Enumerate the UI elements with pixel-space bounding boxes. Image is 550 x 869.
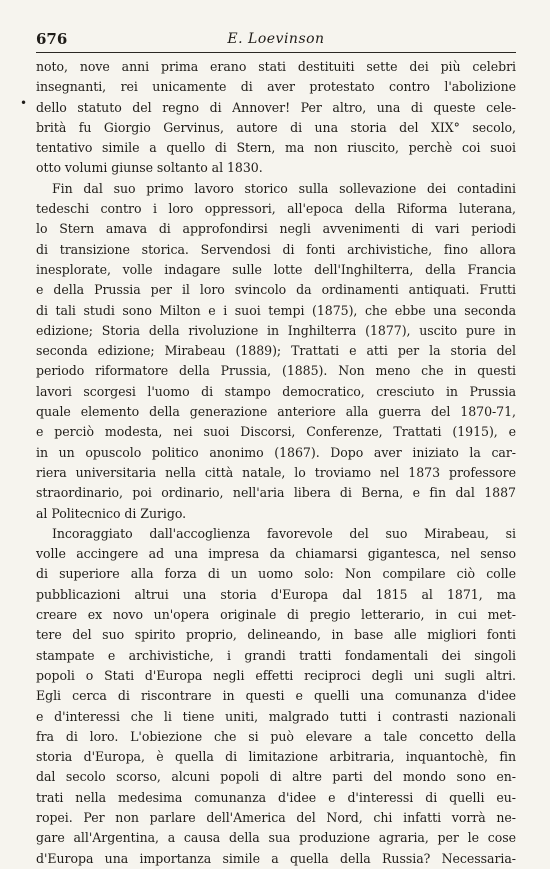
text-line: riera universitaria nella città natale, lo troviamo nel 1873 professore [36, 464, 516, 480]
text-line: ropei. Per non parlare dell'America del Nord, chi infatti vorrà ne- [36, 809, 516, 825]
text-line: gare all'Argentina, a causa della sua produzione agraria, per le cose [36, 830, 516, 846]
margin-mark: • [20, 96, 28, 110]
text-line: volle accingere ad una impresa da chiamarsi gigantesca, nel senso [36, 546, 516, 562]
text-line: e d'interessi che li tiene uniti, malgrado tutti i contrasti nazionali [36, 708, 516, 724]
text-line: Incoraggiato dall'accoglienza favorevole del suo Mirabeau, si [52, 525, 516, 541]
text-line: in un opuscolo politico anonimo (1867). Dopo aver iniziato la car- [36, 444, 516, 460]
text-line: quale elemento della generazione anteriore alla guerra del 1870-71, [36, 404, 516, 420]
text-line: dello statuto del regno di Annover! Per altro, una di queste cele- [36, 99, 516, 115]
text-line: d'Europa una importanza simile a quella della Russia? Necessaria- [36, 850, 516, 866]
text-line: stampate e archivistiche, i grandi tratti fondamentali dei singoli [36, 647, 516, 663]
text-line: tere del suo spirito proprio, delineando, in base alle migliori fonti [36, 627, 516, 643]
text-line: storia d'Europa, è quella di limitazione arbitraria, inquantochè, fin [36, 749, 516, 765]
text-line: al Politecnico di Zurigo. [36, 505, 187, 521]
page-header [36, 30, 516, 53]
text-line: di tali studi sono Milton e i suoi tempi (1875), che ebbe una seconda [36, 302, 516, 318]
text-line: tedeschi contro i loro oppressori, all'epoca della Riforma luterana, [36, 201, 516, 217]
text-line: lo Stern amava di approfondirsi negli avvenimenti di vari periodi [36, 221, 516, 237]
body-text [36, 57, 516, 869]
text-line: dal secolo scorso, alcuni popoli di altre parti del mondo sono en- [36, 769, 516, 785]
running-head: E. Loevinson [227, 31, 325, 47]
text-line: brità fu Giorgio Gervinus, autore di una storia del XIX° secolo, [36, 119, 516, 135]
text-line: fra di loro. L'obiezione che si può elevare a tale concetto della [36, 728, 516, 744]
text-line: popoli o Stati d'Europa negli effetti reciproci degli uni sugli altri. [36, 667, 516, 683]
text-line: Egli cerca di riscontrare in questi e quelli una comunanza d'idee [36, 688, 516, 704]
text-line: seconda edizione; Mirabeau (1889); Trattati e atti per la storia del [36, 343, 516, 359]
text-line: tentativo simile a quello di Stern, ma non riuscito, perchè coi suoi [36, 140, 516, 156]
text-line: pubblicazioni altrui una storia d'Europa dal 1815 al 1871, ma [36, 586, 516, 602]
text-line: trati nella medesima comunanza d'idee e d'interessi di quelli eu- [36, 789, 516, 805]
page-number: 676 [36, 30, 68, 48]
text-line: periodo riformatore della Prussia, (1885). Non meno che in questi [36, 363, 516, 379]
text-line: otto volumi giunse soltanto al 1830. [36, 160, 263, 176]
text-line: edizione; Storia della rivoluzione in Inghilterra (1877), uscito pure in [36, 322, 516, 338]
text-line: e perciò modesta, nei suoi Discorsi, Conferenze, Trattati (1915), e [36, 424, 516, 440]
text-line: di transizione storica. Servendosi di fonti archivistiche, fino allora [36, 241, 516, 257]
text-line: insegnanti, rei unicamente di aver protestato contro l'abolizione [36, 79, 516, 95]
text-line: lavori scorgesi l'uomo di stampo democratico, cresciuto in Prussia [36, 383, 516, 399]
text-line: noto, nove anni prima erano stati destituiti sette dei più celebri [36, 59, 516, 74]
text-line: di superiore alla forza di un uomo solo: Non compilare ciò colle [36, 566, 516, 582]
text-line: straordinario, poi ordinario, nell'aria libera di Berna, e fin dal 1887 [36, 485, 516, 501]
text-line: Fin dal suo primo lavoro storico sulla sollevazione dei contadini [52, 180, 516, 196]
text-line: creare ex novo un'opera originale di pregio letterario, in cui met- [36, 607, 516, 623]
text-line: inesplorate, volle indagare sulle lotte dell'Inghilterra, della Francia [36, 261, 516, 277]
text-line: e della Prussia per il loro svincolo da ordinamenti antiquati. Frutti [36, 282, 516, 298]
